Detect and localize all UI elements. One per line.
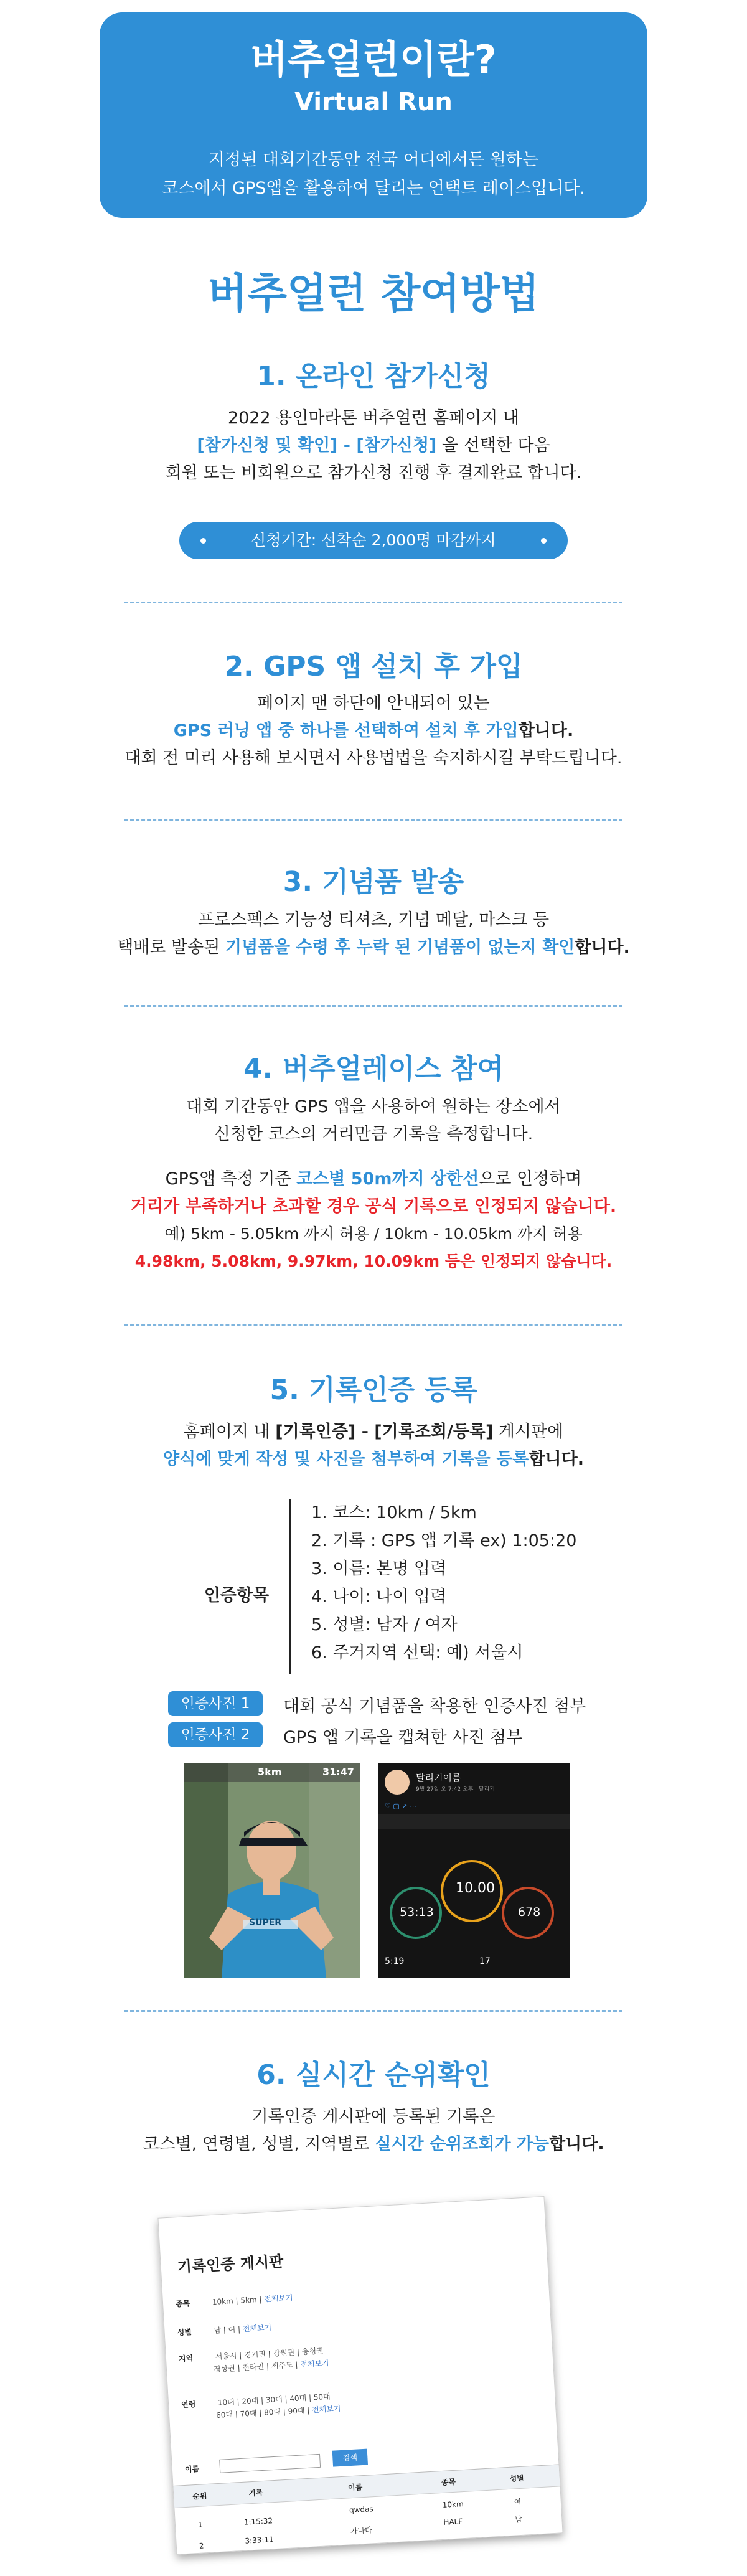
board-title: 기록인증 게시판	[177, 2252, 284, 2276]
row-rank: 2	[199, 2541, 204, 2550]
s3-line-1: 프로스펙스 기능성 티셔츠, 기념 메달, 마스크 등	[197, 910, 550, 930]
s1-line-1: 2022 용인마라톤 버추얼런 홈페이지 내	[227, 408, 520, 428]
s4-line-1: 대회 기간동안 GPS 앱을 사용하여 원하는 장소에서	[186, 1097, 561, 1116]
s5-line-1-start: 홈페이지 내	[183, 1422, 276, 1441]
gps-distance-value: 10.00	[456, 1880, 495, 1896]
s2-line-3: 대회 전 미리 사용해 보시면서 사용법법을 숙지하시길 부탁드립니다.	[125, 748, 622, 768]
cert-item: 5. 성별: 남자 / 여자	[311, 1615, 458, 1635]
board-filter-gender	[177, 2322, 271, 2338]
column-header: 순위	[192, 2491, 207, 2501]
divider	[125, 819, 622, 821]
cert-items-list	[311, 1499, 576, 1667]
cert-photo-2-text: GPS 앱 기록을 캡쳐한 사진 첨부	[283, 1728, 523, 1747]
s3-line-2-rest: 합니다.	[575, 938, 630, 957]
s4-example: 예) 5km - 5.05km 까지 허용 / 10km - 10.05km 까지 허용	[164, 1225, 583, 1243]
column-header: 기록	[248, 2488, 263, 2498]
filter-label: 종목	[175, 2299, 190, 2309]
search-button[interactable]: 검색	[332, 2449, 368, 2467]
gps-app-screenshot	[378, 1763, 570, 1978]
gps-tab-bar	[378, 1814, 570, 1829]
s6-highlight: 실시간 순위조회가 가능	[375, 2135, 550, 2154]
column-header: 이름	[347, 2483, 363, 2493]
view-all-link[interactable]: 전체보기	[299, 2358, 329, 2369]
runner-shirt-text: SUPER	[249, 1918, 282, 1928]
s3-line-2-start: 택배로 발송된	[117, 938, 225, 957]
s5-line-1	[0, 1418, 747, 1446]
s5-line-2	[0, 1446, 747, 1473]
cert-photo-1-text: 대회 공식 기념품을 착용한 인증사진 첨부	[283, 1697, 586, 1716]
s6-line-2-rest: 합니다.	[549, 2135, 604, 2154]
s6-line-2-start: 코스별, 연령별, 성별, 지역별로	[143, 2135, 375, 2154]
gps-activity-date: 9월 27일 오 7:42 오후 · 달리기	[416, 1786, 495, 1793]
s3-highlight: 기념품을 수령 후 누락 된 기념품이 없는지 확인	[225, 938, 575, 957]
s1-line-2-rest: 을 선택한 다음	[436, 436, 550, 455]
s1-line-3: 회원 또는 비회원으로 참가신청 진행 후 결제완료 합니다.	[165, 463, 582, 483]
bullet-dot-icon	[541, 538, 547, 544]
divider	[125, 2010, 622, 2012]
row-course: 10km	[442, 2499, 464, 2509]
column-header: 성별	[509, 2473, 525, 2483]
cert-item: 1. 코스: 10km / 5km	[311, 1503, 477, 1522]
s5-highlight: 양식에 맞게 작성 및 사진을 첨부하여 기록을 등록	[163, 1450, 529, 1469]
row-course: HALF	[443, 2517, 463, 2527]
s5-line-2-rest: 합니다.	[529, 1450, 584, 1469]
section-4-title: 4. 버추얼레이스 참여	[243, 1053, 504, 1085]
name-search-input[interactable]	[219, 2454, 321, 2473]
hero-subtitle: Virtual Run	[294, 88, 453, 116]
filter-label: 연령	[181, 2399, 196, 2410]
record-board-card	[157, 2196, 563, 2555]
divider	[125, 602, 622, 603]
s5-menu-path: [기록인증] - [기록조회/등록]	[275, 1422, 494, 1441]
column-header: 종목	[441, 2477, 456, 2488]
row-gender: 여	[514, 2497, 522, 2507]
filter-label: 성별	[177, 2328, 192, 2338]
filter-options[interactable]: 경상권 | 전라권 | 제주도 |	[213, 2360, 298, 2374]
board-filter-name	[184, 2462, 219, 2475]
s2-highlight: GPS 러닝 앱 중 하나를 선택하여 설치 후 가입	[173, 721, 519, 740]
s4-line-3	[0, 1166, 747, 1193]
hero-desc-line-1: 지정된 대회기간동안 전국 어디에서든 원하는	[209, 150, 538, 169]
gps-user-name: 달리기이름	[416, 1772, 461, 1783]
section-3-body	[0, 907, 747, 961]
board-filter-course	[176, 2292, 293, 2309]
runner-photo	[184, 1763, 360, 1978]
row-record: 1:15:32	[243, 2516, 273, 2527]
runner-photo-time: 31:47	[322, 1766, 354, 1778]
gps-elevation-value: 17	[479, 1956, 491, 1966]
view-all-link[interactable]: 전체보기	[263, 2293, 293, 2304]
s4-line-3-start: GPS앱 측정 기준	[165, 1169, 297, 1189]
filter-options[interactable]: 남 | 여 |	[214, 2324, 241, 2336]
filter-options[interactable]: 서울시 | 경기권 | 강원권 | 충청권	[215, 2346, 324, 2361]
gps-action-icons: ♡ ▢ ↗ ⋯	[385, 1802, 416, 1810]
hero-description	[100, 146, 647, 203]
s6-line-1: 기록인증 게시판에 등록된 기록은	[251, 2107, 496, 2126]
s4-line-2: 신청한 코스의 거리만큼 기록을 측정합니다.	[214, 1125, 533, 1144]
section-3-title: 3. 기념품 발송	[283, 866, 464, 898]
cert-item: 4. 나이: 나이 입력	[311, 1587, 447, 1606]
section-4-rules	[0, 1166, 747, 1275]
gps-pace-value: 5:19	[385, 1956, 405, 1966]
s1-line-2	[0, 432, 747, 460]
s1-menu-path: [참가신청 및 확인] - [참가신청]	[197, 436, 437, 455]
hero-desc-line-2: 코스에서 GPS앱을 활용하여 달리는 언택트 레이스입니다.	[162, 179, 585, 198]
section-6-body	[0, 2103, 747, 2158]
row-name: qwdas	[349, 2504, 374, 2515]
row-record: 3:33:11	[245, 2535, 275, 2545]
section-1-body	[0, 405, 747, 487]
filter-label: 지역	[178, 2353, 194, 2364]
view-all-link[interactable]: 전체보기	[311, 2404, 341, 2415]
divider	[125, 1324, 622, 1326]
runner-illustration	[184, 1763, 360, 1978]
cert-item: 2. 기록 : GPS 앱 기록 ex) 1:05:20	[311, 1531, 577, 1550]
avatar	[385, 1770, 410, 1795]
s2-line-2-rest: 합니다.	[518, 721, 574, 740]
row-gender: 남	[514, 2514, 523, 2524]
application-period-pill	[179, 522, 568, 559]
divider	[125, 1005, 622, 1007]
filter-label: 이름	[184, 2464, 200, 2474]
row-name: 가나다	[350, 2526, 373, 2536]
s4-limit-highlight: 코스별 50m까지 상한선	[296, 1169, 479, 1189]
s2-line-2	[0, 717, 747, 745]
s6-line-2	[0, 2131, 747, 2158]
s5-line-1-rest: 게시판에	[493, 1422, 564, 1441]
filter-options[interactable]: 10대 | 20대 | 30대 | 40대 | 50대	[217, 2392, 331, 2407]
section-2-body	[0, 690, 747, 772]
cert-photo-2-badge: 인증사진 2	[168, 1722, 263, 1747]
section-2-title: 2. GPS 앱 설치 후 가입	[224, 651, 523, 682]
cert-items-label: 인증항목	[204, 1586, 270, 1605]
s4-line-3-rest: 으로 인정하며	[479, 1169, 582, 1189]
cert-items-bar	[289, 1499, 291, 1674]
section-4-body	[0, 1093, 747, 1148]
s4-invalid-example: 4.98km, 5.08km, 9.97km, 10.09km 등은 인정되지 않습니다.	[134, 1252, 613, 1270]
gps-calories-value: 678	[518, 1905, 541, 1919]
bullet-dot-icon	[200, 538, 206, 544]
view-all-link[interactable]: 전체보기	[242, 2323, 272, 2334]
row-rank: 1	[197, 2520, 204, 2529]
section-5-title: 5. 기록인증 등록	[270, 1374, 477, 1406]
section-6-title: 6. 실시간 순위확인	[256, 2059, 491, 2091]
cert-item: 3. 이름: 본명 입력	[311, 1559, 447, 1578]
gps-time-value: 53:13	[400, 1905, 434, 1919]
hero-banner	[100, 12, 647, 218]
main-title: 버추얼런 참여방법	[207, 270, 540, 318]
s2-line-1: 페이지 맨 하단에 안내되어 있는	[257, 694, 490, 713]
cert-item: 6. 주거지역 선택: 예) 서울시	[311, 1643, 524, 1663]
record-board-screenshot	[167, 2207, 566, 2565]
application-period-text: 신청기간: 선착순 2,000명 마감까지	[251, 531, 496, 549]
runner-photo-distance: 5km	[258, 1766, 282, 1778]
s4-warning: 거리가 부족하거나 초과할 경우 공식 기록으로 인정되지 않습니다.	[130, 1197, 617, 1216]
filter-options[interactable]: 10km | 5km |	[212, 2295, 262, 2307]
hero-title: 버추얼런이란?	[250, 37, 497, 82]
section-1-title: 1. 온라인 참가신청	[256, 361, 491, 392]
cert-photo-1-badge: 인증사진 1	[168, 1691, 263, 1716]
filter-options[interactable]: 60대 | 70대 | 80대 | 90대 |	[215, 2405, 310, 2420]
section-5-body	[0, 1418, 747, 1473]
s3-line-2	[0, 934, 747, 961]
